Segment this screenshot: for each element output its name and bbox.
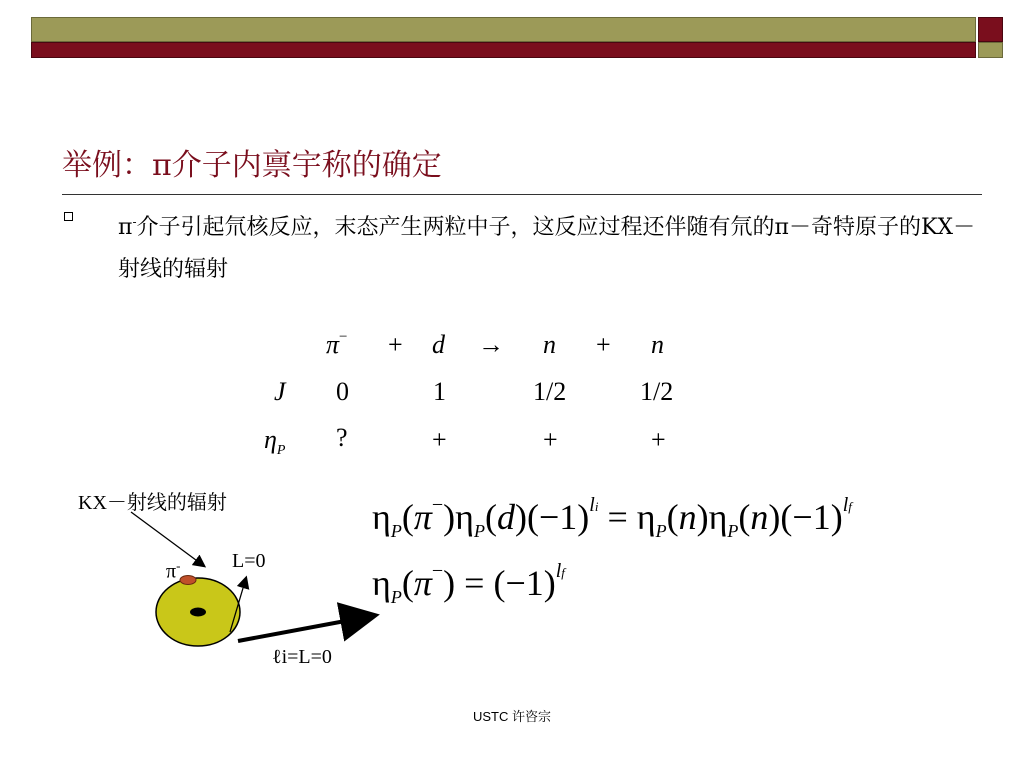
parity-conservation-equation: $\eta_P(\pi^-)\eta_P(d)(-1)^{li} = \eta_P(n)\eta_P(n)(-1)^{lf}$ [372, 494, 852, 541]
pointer-arrow [238, 616, 372, 641]
pi-prefix: π [118, 215, 133, 240]
page-title: 举例：π介子内禀宇称的确定 [62, 148, 442, 183]
reaction-arrow: → [478, 330, 504, 359]
reaction-n-2: n [651, 330, 664, 359]
kx-ray-arrow [131, 512, 204, 566]
pi-superscript: - [132, 215, 137, 229]
spin-d: 1 [433, 377, 446, 406]
orbital-li-label: ℓi=L=0 [272, 646, 332, 668]
nucleus-center-dot [190, 608, 206, 617]
parity-pi: ? [336, 423, 348, 452]
spin-n-2: 1/2 [640, 377, 674, 406]
spin-pi: 0 [336, 377, 349, 406]
reaction-plus-1: + [388, 330, 403, 359]
pion-label: π- [166, 558, 181, 583]
angular-momentum-label: L=0 [232, 550, 266, 572]
pion-parity-equation: $\eta_P(\pi^-) = (-1)^{lf}$ [372, 560, 565, 607]
reaction-pi: π− [326, 329, 348, 359]
spin-label: J [274, 377, 286, 406]
pion-particle [180, 576, 196, 585]
parity-d: + [432, 425, 447, 454]
kx-ray-label: KX－射线的辐射 [78, 492, 227, 514]
reaction-n-1: n [543, 330, 556, 359]
bullet-body: 介子引起氘核反应，末态产生两粒中子，这反应过程还伴随有氘的π－奇特原子的KX－射线的辐射 [118, 215, 976, 282]
parity-n-1: + [543, 425, 558, 454]
footer-text: USTC 许咨宗 [472, 709, 551, 724]
spin-n-1: 1/2 [533, 377, 567, 406]
reaction-plus-2: + [596, 330, 611, 359]
reaction-d: d [432, 330, 445, 359]
parity-label: $\eta_P$ [264, 425, 286, 458]
parity-n-2: + [651, 425, 666, 454]
